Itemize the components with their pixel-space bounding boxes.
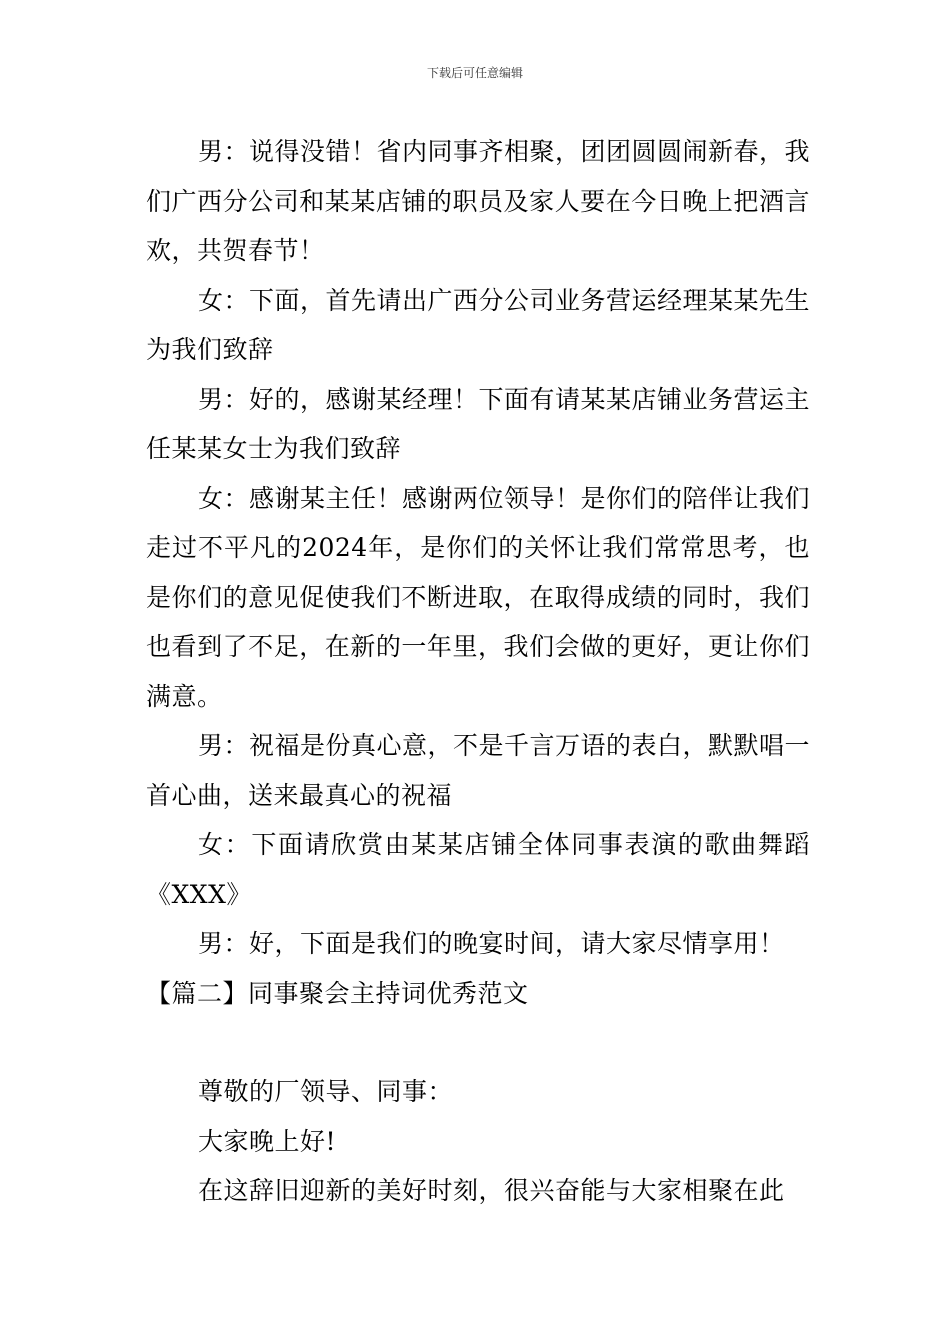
- paragraph: 男：好，下面是我们的晚宴时间，请大家尽情享用！: [198, 929, 785, 958]
- salutation: 尊敬的厂领导、同事：: [198, 1077, 454, 1106]
- paragraph: 男：祝福是份真心意，不是千言万语的表白，默默唱一首心曲，送来最真心的祝福: [146, 731, 811, 810]
- section-title: 【篇二】同事聚会主持词优秀范文: [146, 978, 529, 1008]
- paragraph: 在这辞旧迎新的美好时刻，很兴奋能与大家相聚在此: [198, 1176, 785, 1205]
- paragraph: 女：感谢某主任！感谢两位领导！是你们的陪伴让我们走过不平凡的2024年，是你们的关怀让我们常常思考，也是你们的意见促使我们不断进取，在取得成绩的同时，我们也看到了不足，在新的一年里，我们会做的更好，更让你们满意。: [146, 483, 811, 711]
- paragraph: 女：下面，首先请出广西分公司业务营运经理某某先生为我们致辞: [146, 285, 811, 364]
- blank-line: [146, 1018, 810, 1067]
- paragraph: 男：好的，感谢某经理！下面有请某某店铺业务营运主任某某女士为我们致辞: [146, 384, 811, 463]
- greeting: 大家晚上好!: [198, 1126, 337, 1156]
- page-header-note: 下载后可任意编辑: [426, 66, 523, 80]
- paragraph: 女：下面请欣赏由某某店铺全体同事表演的歌曲舞蹈《XXX》: [146, 830, 810, 909]
- paragraph: 男：说得没错！省内同事齐相聚，团团圆圆闹新春，我们广西分公司和某某店铺的职员及家人要在今日晚上把酒言欢，共贺春节！: [146, 137, 811, 265]
- document-body: [146, 127, 810, 1216]
